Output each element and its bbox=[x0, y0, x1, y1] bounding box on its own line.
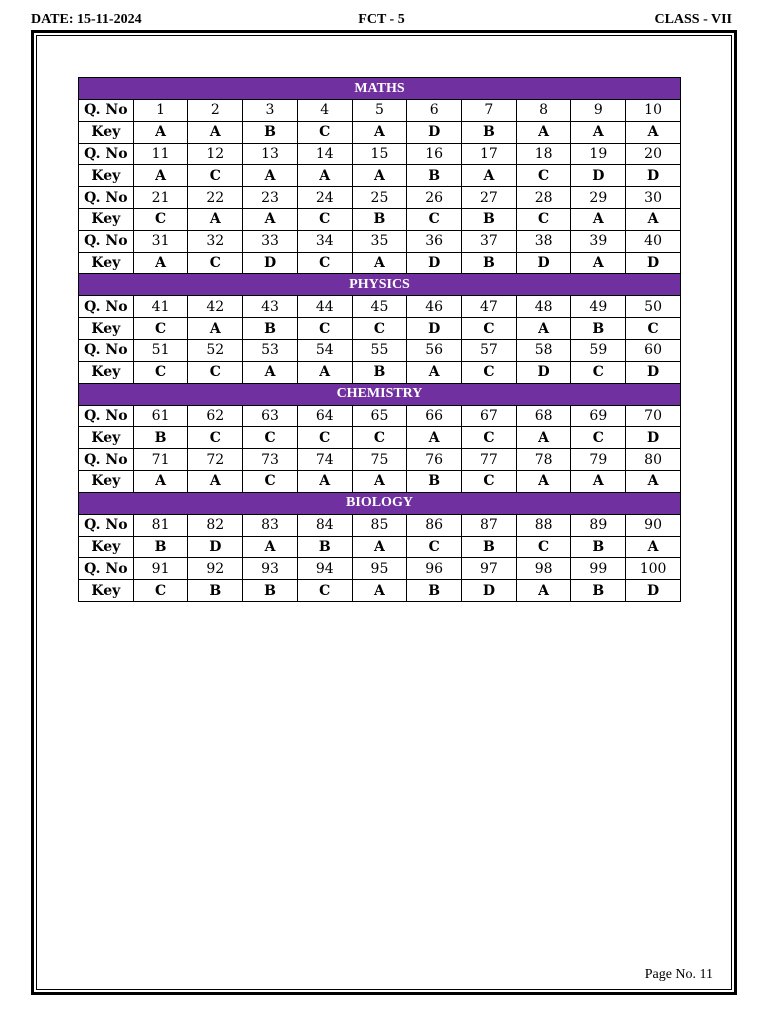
row-label: Key bbox=[79, 470, 134, 492]
answer-key-cell: C bbox=[188, 361, 243, 383]
question-row bbox=[79, 100, 681, 122]
answer-key-cell: A bbox=[462, 165, 517, 187]
answer-key-cell: B bbox=[297, 536, 352, 558]
question-number-cell: 4 bbox=[297, 100, 352, 122]
answer-key-cell: C bbox=[133, 580, 188, 602]
question-number-cell: 60 bbox=[626, 339, 681, 361]
row-label: Key bbox=[79, 427, 134, 449]
question-number-cell: 66 bbox=[407, 405, 462, 427]
answer-key-cell: A bbox=[352, 165, 407, 187]
question-row bbox=[79, 296, 681, 318]
answer-key-cell: C bbox=[516, 208, 571, 230]
question-number-cell: 12 bbox=[188, 143, 243, 165]
question-number-cell: 90 bbox=[626, 514, 681, 536]
question-number-cell: 62 bbox=[188, 405, 243, 427]
answer-key-cell: A bbox=[243, 208, 298, 230]
question-row bbox=[79, 230, 681, 252]
answer-key-cell: D bbox=[626, 252, 681, 274]
answer-key-cell: A bbox=[571, 121, 626, 143]
question-number-cell: 1 bbox=[133, 100, 188, 122]
question-number-cell: 80 bbox=[626, 449, 681, 471]
question-row bbox=[79, 449, 681, 471]
row-label: Key bbox=[79, 580, 134, 602]
question-number-cell: 58 bbox=[516, 339, 571, 361]
answer-key-cell: A bbox=[407, 427, 462, 449]
answer-key-cell: D bbox=[516, 252, 571, 274]
question-number-cell: 31 bbox=[133, 230, 188, 252]
row-label: Q. No bbox=[79, 187, 134, 209]
answer-key-cell: C bbox=[243, 427, 298, 449]
question-number-cell: 10 bbox=[626, 100, 681, 122]
question-number-cell: 72 bbox=[188, 449, 243, 471]
question-number-cell: 59 bbox=[571, 339, 626, 361]
row-label: Key bbox=[79, 361, 134, 383]
answer-key-cell: B bbox=[133, 427, 188, 449]
section-header-row bbox=[79, 78, 681, 100]
question-number-cell: 81 bbox=[133, 514, 188, 536]
question-number-cell: 27 bbox=[462, 187, 517, 209]
question-number-cell: 65 bbox=[352, 405, 407, 427]
answer-key-cell: A bbox=[188, 208, 243, 230]
answer-key-cell: B bbox=[133, 536, 188, 558]
answer-key-cell: B bbox=[571, 536, 626, 558]
question-number-cell: 21 bbox=[133, 187, 188, 209]
row-label: Key bbox=[79, 121, 134, 143]
answer-key-cell: A bbox=[626, 470, 681, 492]
question-number-cell: 68 bbox=[516, 405, 571, 427]
answer-key-cell: B bbox=[407, 580, 462, 602]
answer-key-cell: C bbox=[243, 470, 298, 492]
answer-key-cell: D bbox=[626, 361, 681, 383]
question-number-cell: 64 bbox=[297, 405, 352, 427]
question-number-cell: 16 bbox=[407, 143, 462, 165]
row-label: Q. No bbox=[79, 405, 134, 427]
question-row bbox=[79, 558, 681, 580]
question-number-cell: 2 bbox=[188, 100, 243, 122]
question-number-cell: 15 bbox=[352, 143, 407, 165]
answer-key-cell: C bbox=[133, 208, 188, 230]
section-title: MATHS bbox=[79, 78, 681, 100]
question-number-cell: 28 bbox=[516, 187, 571, 209]
question-number-cell: 85 bbox=[352, 514, 407, 536]
question-number-cell: 93 bbox=[243, 558, 298, 580]
key-row bbox=[79, 252, 681, 274]
answer-key-cell: C bbox=[297, 580, 352, 602]
answer-key-cell: C bbox=[462, 427, 517, 449]
question-number-cell: 91 bbox=[133, 558, 188, 580]
question-number-cell: 37 bbox=[462, 230, 517, 252]
section-title: BIOLOGY bbox=[79, 492, 681, 514]
section-header-row bbox=[79, 274, 681, 296]
question-number-cell: 29 bbox=[571, 187, 626, 209]
answer-key-cell: B bbox=[407, 165, 462, 187]
answer-key-cell: A bbox=[133, 252, 188, 274]
answer-key-cell: D bbox=[626, 580, 681, 602]
question-number-cell: 24 bbox=[297, 187, 352, 209]
question-number-cell: 41 bbox=[133, 296, 188, 318]
question-number-cell: 17 bbox=[462, 143, 517, 165]
row-label: Q. No bbox=[79, 339, 134, 361]
question-number-cell: 3 bbox=[243, 100, 298, 122]
key-row bbox=[79, 536, 681, 558]
answer-key-cell: C bbox=[297, 208, 352, 230]
answer-key-cell: A bbox=[571, 252, 626, 274]
answer-key-cell: C bbox=[571, 361, 626, 383]
row-label: Key bbox=[79, 252, 134, 274]
answer-key-cell: A bbox=[133, 165, 188, 187]
question-number-cell: 87 bbox=[462, 514, 517, 536]
answer-key-cell: B bbox=[243, 580, 298, 602]
question-number-cell: 46 bbox=[407, 296, 462, 318]
answer-key-cell: C bbox=[297, 252, 352, 274]
question-row bbox=[79, 405, 681, 427]
question-number-cell: 38 bbox=[516, 230, 571, 252]
question-number-cell: 75 bbox=[352, 449, 407, 471]
answer-key-cell: A bbox=[352, 252, 407, 274]
answer-key-cell: A bbox=[188, 121, 243, 143]
row-label: Key bbox=[79, 165, 134, 187]
key-row bbox=[79, 427, 681, 449]
answer-key-cell: D bbox=[626, 427, 681, 449]
row-label: Key bbox=[79, 318, 134, 340]
question-number-cell: 94 bbox=[297, 558, 352, 580]
answer-key-cell: B bbox=[462, 121, 517, 143]
question-number-cell: 50 bbox=[626, 296, 681, 318]
answer-key-cell: A bbox=[626, 536, 681, 558]
question-number-cell: 100 bbox=[626, 558, 681, 580]
answer-key-cell: D bbox=[407, 252, 462, 274]
page-number: Page No. 11 bbox=[644, 967, 713, 982]
section-title: PHYSICS bbox=[79, 274, 681, 296]
answer-key-cell: D bbox=[516, 361, 571, 383]
answer-key-cell: B bbox=[243, 121, 298, 143]
answer-key-cell: D bbox=[243, 252, 298, 274]
question-number-cell: 30 bbox=[626, 187, 681, 209]
answer-key-cell: C bbox=[407, 536, 462, 558]
question-number-cell: 99 bbox=[571, 558, 626, 580]
row-label: Q. No bbox=[79, 230, 134, 252]
key-row bbox=[79, 580, 681, 602]
question-number-cell: 82 bbox=[188, 514, 243, 536]
question-number-cell: 20 bbox=[626, 143, 681, 165]
key-row bbox=[79, 470, 681, 492]
question-number-cell: 45 bbox=[352, 296, 407, 318]
question-number-cell: 7 bbox=[462, 100, 517, 122]
answer-key-cell: C bbox=[133, 361, 188, 383]
answer-key-cell: A bbox=[352, 470, 407, 492]
question-number-cell: 70 bbox=[626, 405, 681, 427]
answer-key-cell: A bbox=[243, 165, 298, 187]
question-number-cell: 71 bbox=[133, 449, 188, 471]
answer-key-cell: A bbox=[243, 361, 298, 383]
answer-key-cell: D bbox=[626, 165, 681, 187]
answer-key-cell: C bbox=[297, 427, 352, 449]
question-number-cell: 96 bbox=[407, 558, 462, 580]
question-row bbox=[79, 514, 681, 536]
answer-key-cell: A bbox=[516, 318, 571, 340]
question-number-cell: 26 bbox=[407, 187, 462, 209]
question-number-cell: 18 bbox=[516, 143, 571, 165]
answer-key-cell: A bbox=[297, 470, 352, 492]
test-name: FCT - 5 bbox=[358, 12, 405, 27]
date-label: DATE: 15-11-2024 bbox=[31, 12, 142, 27]
question-number-cell: 77 bbox=[462, 449, 517, 471]
answer-key-cell: A bbox=[188, 318, 243, 340]
question-number-cell: 73 bbox=[243, 449, 298, 471]
question-number-cell: 48 bbox=[516, 296, 571, 318]
page-header bbox=[31, 12, 732, 30]
answer-key-cell: A bbox=[626, 121, 681, 143]
answer-key-cell: C bbox=[352, 427, 407, 449]
question-number-cell: 53 bbox=[243, 339, 298, 361]
question-number-cell: 8 bbox=[516, 100, 571, 122]
answer-key-cell: B bbox=[462, 536, 517, 558]
answer-key-cell: A bbox=[297, 361, 352, 383]
answer-key-cell: C bbox=[407, 208, 462, 230]
question-number-cell: 39 bbox=[571, 230, 626, 252]
question-number-cell: 5 bbox=[352, 100, 407, 122]
question-number-cell: 11 bbox=[133, 143, 188, 165]
answer-key-cell: A bbox=[297, 165, 352, 187]
answer-key-cell: A bbox=[516, 427, 571, 449]
answer-key-cell: A bbox=[516, 121, 571, 143]
answer-key-cell: B bbox=[462, 252, 517, 274]
question-number-cell: 23 bbox=[243, 187, 298, 209]
question-number-cell: 52 bbox=[188, 339, 243, 361]
section-header-row bbox=[79, 492, 681, 514]
row-label: Q. No bbox=[79, 514, 134, 536]
question-number-cell: 76 bbox=[407, 449, 462, 471]
question-number-cell: 14 bbox=[297, 143, 352, 165]
question-number-cell: 61 bbox=[133, 405, 188, 427]
answer-key-cell: D bbox=[571, 165, 626, 187]
question-number-cell: 49 bbox=[571, 296, 626, 318]
question-number-cell: 55 bbox=[352, 339, 407, 361]
answer-key-cell: B bbox=[571, 580, 626, 602]
answer-key-cell: C bbox=[516, 536, 571, 558]
question-row bbox=[79, 339, 681, 361]
answer-key-cell: C bbox=[188, 427, 243, 449]
question-number-cell: 83 bbox=[243, 514, 298, 536]
answer-key-cell: D bbox=[407, 318, 462, 340]
question-number-cell: 6 bbox=[407, 100, 462, 122]
question-number-cell: 97 bbox=[462, 558, 517, 580]
answer-key-cell: B bbox=[243, 318, 298, 340]
answer-key-cell: B bbox=[188, 580, 243, 602]
row-label: Q. No bbox=[79, 558, 134, 580]
question-number-cell: 13 bbox=[243, 143, 298, 165]
question-number-cell: 9 bbox=[571, 100, 626, 122]
answer-key-cell: C bbox=[462, 470, 517, 492]
row-label: Key bbox=[79, 208, 134, 230]
key-row bbox=[79, 208, 681, 230]
question-number-cell: 44 bbox=[297, 296, 352, 318]
question-number-cell: 43 bbox=[243, 296, 298, 318]
row-label: Key bbox=[79, 536, 134, 558]
question-number-cell: 22 bbox=[188, 187, 243, 209]
answer-key-cell: D bbox=[188, 536, 243, 558]
question-number-cell: 86 bbox=[407, 514, 462, 536]
answer-key-table bbox=[78, 77, 681, 602]
answer-key-cell: C bbox=[626, 318, 681, 340]
question-number-cell: 33 bbox=[243, 230, 298, 252]
row-label: Q. No bbox=[79, 100, 134, 122]
answer-key-cell: A bbox=[352, 536, 407, 558]
key-row bbox=[79, 361, 681, 383]
answer-key-cell: A bbox=[407, 361, 462, 383]
question-number-cell: 40 bbox=[626, 230, 681, 252]
answer-key-cell: A bbox=[516, 580, 571, 602]
answer-key-cell: C bbox=[188, 252, 243, 274]
key-row bbox=[79, 121, 681, 143]
question-number-cell: 35 bbox=[352, 230, 407, 252]
class-label: CLASS - VII bbox=[654, 12, 732, 27]
question-number-cell: 34 bbox=[297, 230, 352, 252]
answer-key-cell: C bbox=[571, 427, 626, 449]
answer-key-cell: D bbox=[407, 121, 462, 143]
answer-key-cell: A bbox=[516, 470, 571, 492]
answer-key-cell: A bbox=[571, 470, 626, 492]
question-number-cell: 95 bbox=[352, 558, 407, 580]
question-number-cell: 32 bbox=[188, 230, 243, 252]
answer-key-cell: A bbox=[571, 208, 626, 230]
answer-key-cell: C bbox=[516, 165, 571, 187]
question-number-cell: 92 bbox=[188, 558, 243, 580]
question-number-cell: 51 bbox=[133, 339, 188, 361]
section-header-row bbox=[79, 383, 681, 405]
answer-key-cell: C bbox=[297, 121, 352, 143]
question-number-cell: 67 bbox=[462, 405, 517, 427]
question-number-cell: 63 bbox=[243, 405, 298, 427]
question-number-cell: 88 bbox=[516, 514, 571, 536]
answer-key-cell: C bbox=[462, 361, 517, 383]
section-title: CHEMISTRY bbox=[79, 383, 681, 405]
answer-key-cell: C bbox=[297, 318, 352, 340]
question-number-cell: 69 bbox=[571, 405, 626, 427]
question-number-cell: 47 bbox=[462, 296, 517, 318]
answer-key-cell: B bbox=[571, 318, 626, 340]
question-row bbox=[79, 187, 681, 209]
answer-key-cell: A bbox=[133, 121, 188, 143]
row-label: Q. No bbox=[79, 296, 134, 318]
question-number-cell: 42 bbox=[188, 296, 243, 318]
answer-key-cell: B bbox=[352, 361, 407, 383]
question-number-cell: 84 bbox=[297, 514, 352, 536]
question-row bbox=[79, 143, 681, 165]
answer-key-cell: B bbox=[352, 208, 407, 230]
question-number-cell: 56 bbox=[407, 339, 462, 361]
question-number-cell: 78 bbox=[516, 449, 571, 471]
question-number-cell: 57 bbox=[462, 339, 517, 361]
row-label: Q. No bbox=[79, 449, 134, 471]
answer-key-cell: A bbox=[188, 470, 243, 492]
answer-key-cell: C bbox=[188, 165, 243, 187]
question-number-cell: 89 bbox=[571, 514, 626, 536]
question-number-cell: 36 bbox=[407, 230, 462, 252]
answer-key-cell: A bbox=[133, 470, 188, 492]
answer-key-cell: A bbox=[352, 121, 407, 143]
answer-key-cell: B bbox=[462, 208, 517, 230]
answer-key-cell: C bbox=[462, 318, 517, 340]
question-number-cell: 54 bbox=[297, 339, 352, 361]
answer-key-cell: C bbox=[352, 318, 407, 340]
answer-key-cell: D bbox=[462, 580, 517, 602]
question-number-cell: 19 bbox=[571, 143, 626, 165]
question-number-cell: 25 bbox=[352, 187, 407, 209]
question-number-cell: 98 bbox=[516, 558, 571, 580]
answer-key-cell: B bbox=[407, 470, 462, 492]
answer-key-cell: A bbox=[243, 536, 298, 558]
key-row bbox=[79, 165, 681, 187]
answer-key-cell: C bbox=[133, 318, 188, 340]
row-label: Q. No bbox=[79, 143, 134, 165]
answer-key-cell: A bbox=[626, 208, 681, 230]
question-number-cell: 79 bbox=[571, 449, 626, 471]
question-number-cell: 74 bbox=[297, 449, 352, 471]
answer-key-cell: A bbox=[352, 580, 407, 602]
key-row bbox=[79, 318, 681, 340]
